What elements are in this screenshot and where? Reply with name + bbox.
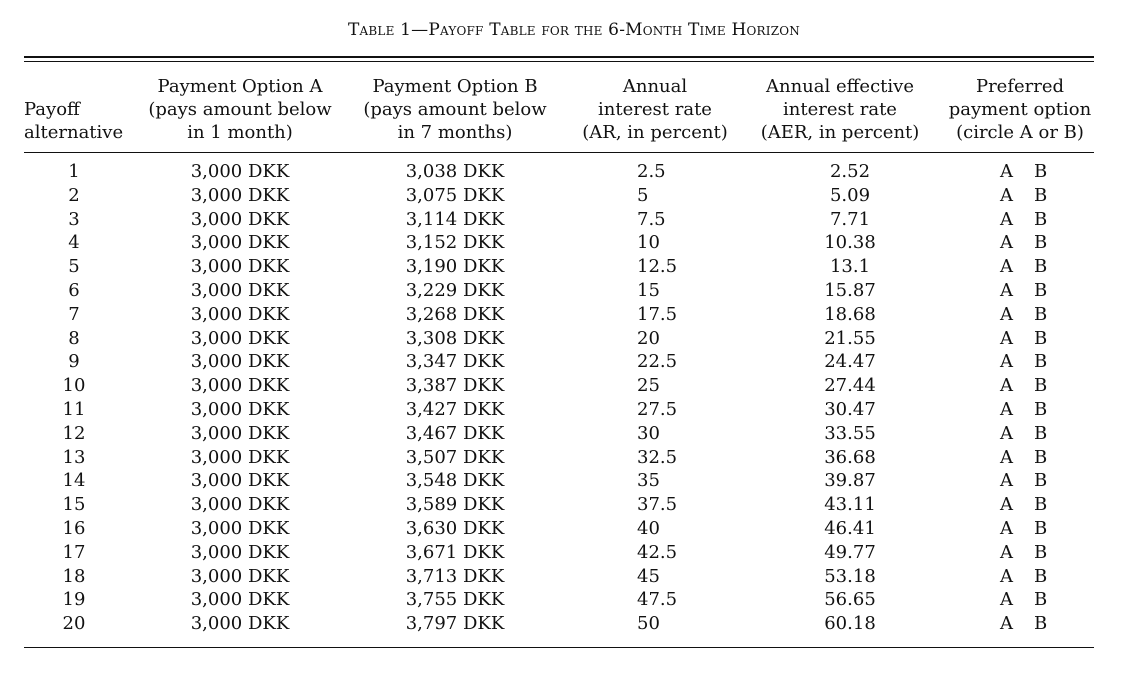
option-b-amount-cell: 3,347 DKK [405, 351, 505, 373]
table-row [0, 469, 1148, 493]
header-line: interest rate [783, 99, 897, 120]
top-rule [24, 56, 1094, 58]
table-row [0, 327, 1148, 351]
option-b-amount-cell: 3,755 DKK [405, 589, 505, 611]
table-row [0, 350, 1148, 374]
choice-a[interactable]: A [1000, 327, 1013, 349]
table-row [0, 160, 1148, 184]
option-b-amount-cell: 3,467 DKK [405, 422, 505, 444]
payoff-alternative-cell: 1 [68, 161, 80, 182]
header-line: Annual [622, 76, 688, 97]
option-a-amount-cell: 3,000 DKK [190, 327, 290, 349]
choice-b[interactable]: B [1034, 279, 1048, 301]
table-row [0, 398, 1148, 422]
preferred-option-cell [990, 398, 1070, 422]
header-payment-option-a [145, 75, 335, 144]
header-line: interest rate [598, 99, 712, 120]
payoff-alternative-cell: 17 [62, 541, 86, 563]
payoff-alternative-cell: 3 [68, 208, 80, 230]
preferred-option-cell [990, 446, 1070, 470]
choice-b[interactable]: B [1034, 517, 1048, 539]
payoff-alternative-cell: 4 [68, 232, 80, 254]
annual-effective-rate-cell: 56.65 [824, 589, 876, 611]
header-line: Payoff [24, 99, 80, 120]
annual-rate-cell: 32.5 [637, 446, 678, 468]
option-b-amount-cell: 3,548 DKK [405, 470, 505, 492]
preferred-option-cell [990, 279, 1070, 303]
option-a-amount-cell: 3,000 DKK [190, 589, 290, 611]
option-b-amount-cell: 3,308 DKK [405, 327, 505, 349]
choice-a[interactable]: A [1000, 470, 1013, 492]
option-a-amount-cell: 3,000 DKK [190, 256, 290, 278]
choice-a[interactable]: A [1000, 256, 1013, 278]
annual-rate-cell: 42.5 [637, 541, 678, 563]
table-row [0, 446, 1148, 470]
table-body [0, 160, 1148, 636]
header-line: (circle A or B) [956, 122, 1084, 143]
table-row [0, 184, 1148, 208]
preferred-option-cell [990, 350, 1070, 374]
header-payment-option-b [355, 75, 555, 144]
payoff-alternative-cell: 15 [62, 494, 86, 516]
choice-a[interactable]: A [1000, 351, 1013, 373]
annual-effective-rate-cell: 5.09 [829, 184, 871, 206]
annual-effective-rate-cell: 53.18 [824, 565, 876, 587]
choice-b[interactable]: B [1034, 589, 1048, 611]
table-row [0, 303, 1148, 327]
annual-rate-cell: 45 [637, 565, 660, 587]
choice-b[interactable]: B [1034, 375, 1048, 397]
header-line: (pays amount below [148, 99, 332, 120]
annual-effective-rate-cell: 7.71 [829, 208, 871, 230]
choice-a[interactable]: A [1000, 303, 1013, 325]
annual-rate-cell: 5 [637, 184, 649, 206]
choice-b[interactable]: B [1034, 184, 1048, 206]
bottom-rule [24, 647, 1094, 648]
option-b-amount-cell: 3,630 DKK [405, 517, 505, 539]
choice-a[interactable]: A [1000, 279, 1013, 301]
preferred-option-cell [990, 612, 1070, 636]
payoff-alternative-cell: 7 [68, 303, 80, 325]
header-rule [24, 152, 1094, 153]
choice-b[interactable]: B [1034, 351, 1048, 373]
option-b-amount-cell: 3,268 DKK [405, 303, 505, 325]
header-preferred-option [945, 75, 1095, 144]
choice-a[interactable]: A [1000, 398, 1013, 420]
header-line: in 7 months) [397, 122, 513, 143]
choice-b[interactable]: B [1034, 494, 1048, 516]
choice-a[interactable]: A [1000, 232, 1013, 254]
annual-effective-rate-cell: 60.18 [824, 613, 876, 635]
preferred-option-cell [990, 208, 1070, 232]
option-a-amount-cell: 3,000 DKK [190, 470, 290, 492]
header-line: (AR, in percent) [582, 122, 728, 143]
annual-rate-cell: 37.5 [637, 494, 678, 516]
header-line: Payment Option A [157, 76, 323, 97]
choice-b[interactable]: B [1034, 398, 1048, 420]
option-b-amount-cell: 3,114 DKK [405, 208, 505, 230]
table-row [0, 541, 1148, 565]
option-b-amount-cell: 3,152 DKK [405, 232, 505, 254]
header-annual-effective-rate [755, 75, 925, 144]
header-line: alternative [24, 122, 124, 143]
payoff-alternative-cell: 18 [62, 565, 86, 587]
preferred-option-cell [990, 422, 1070, 446]
choice-b[interactable]: B [1034, 541, 1048, 563]
annual-effective-rate-cell: 21.55 [824, 327, 876, 349]
annual-rate-cell: 35 [637, 470, 660, 492]
preferred-option-cell [990, 231, 1070, 255]
choice-a[interactable]: A [1000, 375, 1013, 397]
choice-b[interactable]: B [1034, 208, 1048, 230]
preferred-option-cell [990, 517, 1070, 541]
annual-effective-rate-cell: 27.44 [824, 375, 876, 397]
option-b-amount-cell: 3,229 DKK [405, 279, 505, 301]
preferred-option-cell [990, 303, 1070, 327]
payoff-alternative-cell: 11 [62, 398, 86, 420]
payoff-alternative-cell: 13 [62, 446, 86, 468]
annual-rate-cell: 10 [637, 232, 660, 254]
payoff-alternative-cell: 10 [62, 375, 86, 397]
option-b-amount-cell: 3,713 DKK [405, 565, 505, 587]
annual-rate-cell: 47.5 [637, 589, 678, 611]
option-a-amount-cell: 3,000 DKK [190, 351, 290, 373]
option-a-amount-cell: 3,000 DKK [190, 494, 290, 516]
header-line: in 1 month) [187, 122, 293, 143]
top-rule-thin [24, 61, 1094, 62]
preferred-option-cell [990, 493, 1070, 517]
header-annual-interest-rate [575, 75, 735, 144]
header-line: Preferred [975, 76, 1065, 97]
choice-a[interactable]: A [1000, 565, 1013, 587]
annual-effective-rate-cell: 13.1 [829, 256, 871, 278]
table-row [0, 231, 1148, 255]
option-b-amount-cell: 3,507 DKK [405, 446, 505, 468]
annual-effective-rate-cell: 10.38 [824, 232, 876, 254]
choice-b[interactable]: B [1034, 565, 1048, 587]
table-row [0, 279, 1148, 303]
table-row [0, 588, 1148, 612]
preferred-option-cell [990, 327, 1070, 351]
payoff-alternative-cell: 20 [62, 613, 86, 635]
preferred-option-cell [990, 255, 1070, 279]
choice-a[interactable]: A [1000, 517, 1013, 539]
option-b-amount-cell: 3,387 DKK [405, 375, 505, 397]
annual-rate-cell: 50 [637, 613, 660, 635]
payoff-alternative-cell: 2 [68, 184, 80, 206]
choice-b[interactable]: B [1034, 327, 1048, 349]
option-a-amount-cell: 3,000 DKK [190, 398, 290, 420]
choice-b[interactable]: B [1034, 446, 1048, 468]
annual-effective-rate-cell: 49.77 [824, 541, 876, 563]
annual-effective-rate-cell: 46.41 [824, 517, 876, 539]
option-b-amount-cell: 3,797 DKK [405, 613, 505, 635]
choice-a[interactable]: A [1000, 161, 1013, 182]
option-a-amount-cell: 3,000 DKK [190, 208, 290, 230]
payoff-alternative-cell: 12 [62, 422, 86, 444]
annual-effective-rate-cell: 18.68 [824, 303, 876, 325]
annual-rate-cell: 2.5 [637, 161, 666, 182]
annual-rate-cell: 27.5 [637, 398, 678, 420]
annual-effective-rate-cell: 43.11 [824, 494, 876, 516]
table-row [0, 612, 1148, 636]
choice-a[interactable]: A [1000, 184, 1013, 206]
option-a-amount-cell: 3,000 DKK [190, 279, 290, 301]
annual-rate-cell: 30 [637, 422, 660, 444]
option-a-amount-cell: 3,000 DKK [190, 613, 290, 635]
payoff-alternative-cell: 14 [62, 470, 86, 492]
table-caption: Table 1—Payoff Table for the 6-Month Time Horizon [347, 20, 801, 40]
option-a-amount-cell: 3,000 DKK [190, 565, 290, 587]
annual-effective-rate-cell: 39.87 [824, 470, 876, 492]
annual-effective-rate-cell: 30.47 [824, 398, 876, 420]
header-line: (AER, in percent) [760, 122, 920, 143]
table-row [0, 493, 1148, 517]
annual-rate-cell: 22.5 [637, 351, 678, 373]
annual-rate-cell: 7.5 [637, 208, 666, 230]
annual-rate-cell: 15 [637, 279, 660, 301]
option-a-amount-cell: 3,000 DKK [190, 517, 290, 539]
table-row [0, 422, 1148, 446]
choice-b[interactable]: B [1034, 303, 1048, 325]
annual-rate-cell: 12.5 [637, 256, 678, 278]
option-a-amount-cell: 3,000 DKK [190, 184, 290, 206]
annual-effective-rate-cell: 33.55 [824, 422, 876, 444]
choice-b[interactable]: B [1034, 613, 1048, 635]
annual-rate-cell: 17.5 [637, 303, 678, 325]
option-b-amount-cell: 3,190 DKK [405, 256, 505, 278]
option-b-amount-cell: 3,075 DKK [405, 184, 505, 206]
preferred-option-cell [990, 588, 1070, 612]
annual-rate-cell: 25 [637, 375, 660, 397]
option-b-amount-cell: 3,671 DKK [405, 541, 505, 563]
payoff-alternative-cell: 6 [68, 279, 80, 301]
choice-a[interactable]: A [1000, 589, 1013, 611]
option-a-amount-cell: 3,000 DKK [190, 446, 290, 468]
choice-b[interactable]: B [1034, 470, 1048, 492]
preferred-option-cell [990, 184, 1070, 208]
option-b-amount-cell: 3,427 DKK [405, 398, 505, 420]
option-a-amount-cell: 3,000 DKK [190, 375, 290, 397]
payoff-alternative-cell: 8 [68, 327, 80, 349]
header-payoff-alternative [24, 98, 134, 144]
table-row [0, 208, 1148, 232]
header-line: Payment Option B [372, 76, 538, 97]
option-a-amount-cell: 3,000 DKK [190, 161, 290, 182]
payoff-alternative-cell: 19 [62, 589, 86, 611]
table-row [0, 517, 1148, 541]
choice-b[interactable]: B [1034, 256, 1048, 278]
header-line: payment option [948, 99, 1092, 120]
option-a-amount-cell: 3,000 DKK [190, 232, 290, 254]
option-a-amount-cell: 3,000 DKK [190, 303, 290, 325]
choice-a[interactable]: A [1000, 494, 1013, 516]
annual-rate-cell: 20 [637, 327, 660, 349]
payoff-alternative-cell: 16 [62, 517, 86, 539]
choice-a[interactable]: A [1000, 446, 1013, 468]
annual-effective-rate-cell: 36.68 [824, 446, 876, 468]
preferred-option-cell [990, 541, 1070, 565]
payoff-alternative-cell: 5 [68, 256, 80, 278]
header-line: (pays amount below [363, 99, 547, 120]
choice-a[interactable]: A [1000, 613, 1013, 635]
payoff-alternative-cell: 9 [68, 351, 80, 373]
choice-b[interactable]: B [1034, 422, 1048, 444]
option-a-amount-cell: 3,000 DKK [190, 541, 290, 563]
table-row [0, 374, 1148, 398]
choice-a[interactable]: A [1000, 208, 1013, 230]
choice-b[interactable]: B [1034, 232, 1048, 254]
choice-b[interactable]: B [1034, 161, 1048, 182]
choice-a[interactable]: A [1000, 541, 1013, 563]
annual-rate-cell: 40 [637, 517, 660, 539]
option-b-amount-cell: 3,038 DKK [405, 161, 505, 182]
preferred-option-cell [990, 469, 1070, 493]
annual-effective-rate-cell: 2.52 [829, 161, 871, 182]
header-line: Annual effective [766, 76, 914, 97]
table-row [0, 255, 1148, 279]
preferred-option-cell [990, 565, 1070, 589]
annual-effective-rate-cell: 15.87 [824, 279, 876, 301]
preferred-option-cell [990, 160, 1070, 184]
annual-effective-rate-cell: 24.47 [824, 351, 876, 373]
table-row [0, 565, 1148, 589]
choice-a[interactable]: A [1000, 422, 1013, 444]
option-a-amount-cell: 3,000 DKK [190, 422, 290, 444]
preferred-option-cell [990, 374, 1070, 398]
option-b-amount-cell: 3,589 DKK [405, 494, 505, 516]
